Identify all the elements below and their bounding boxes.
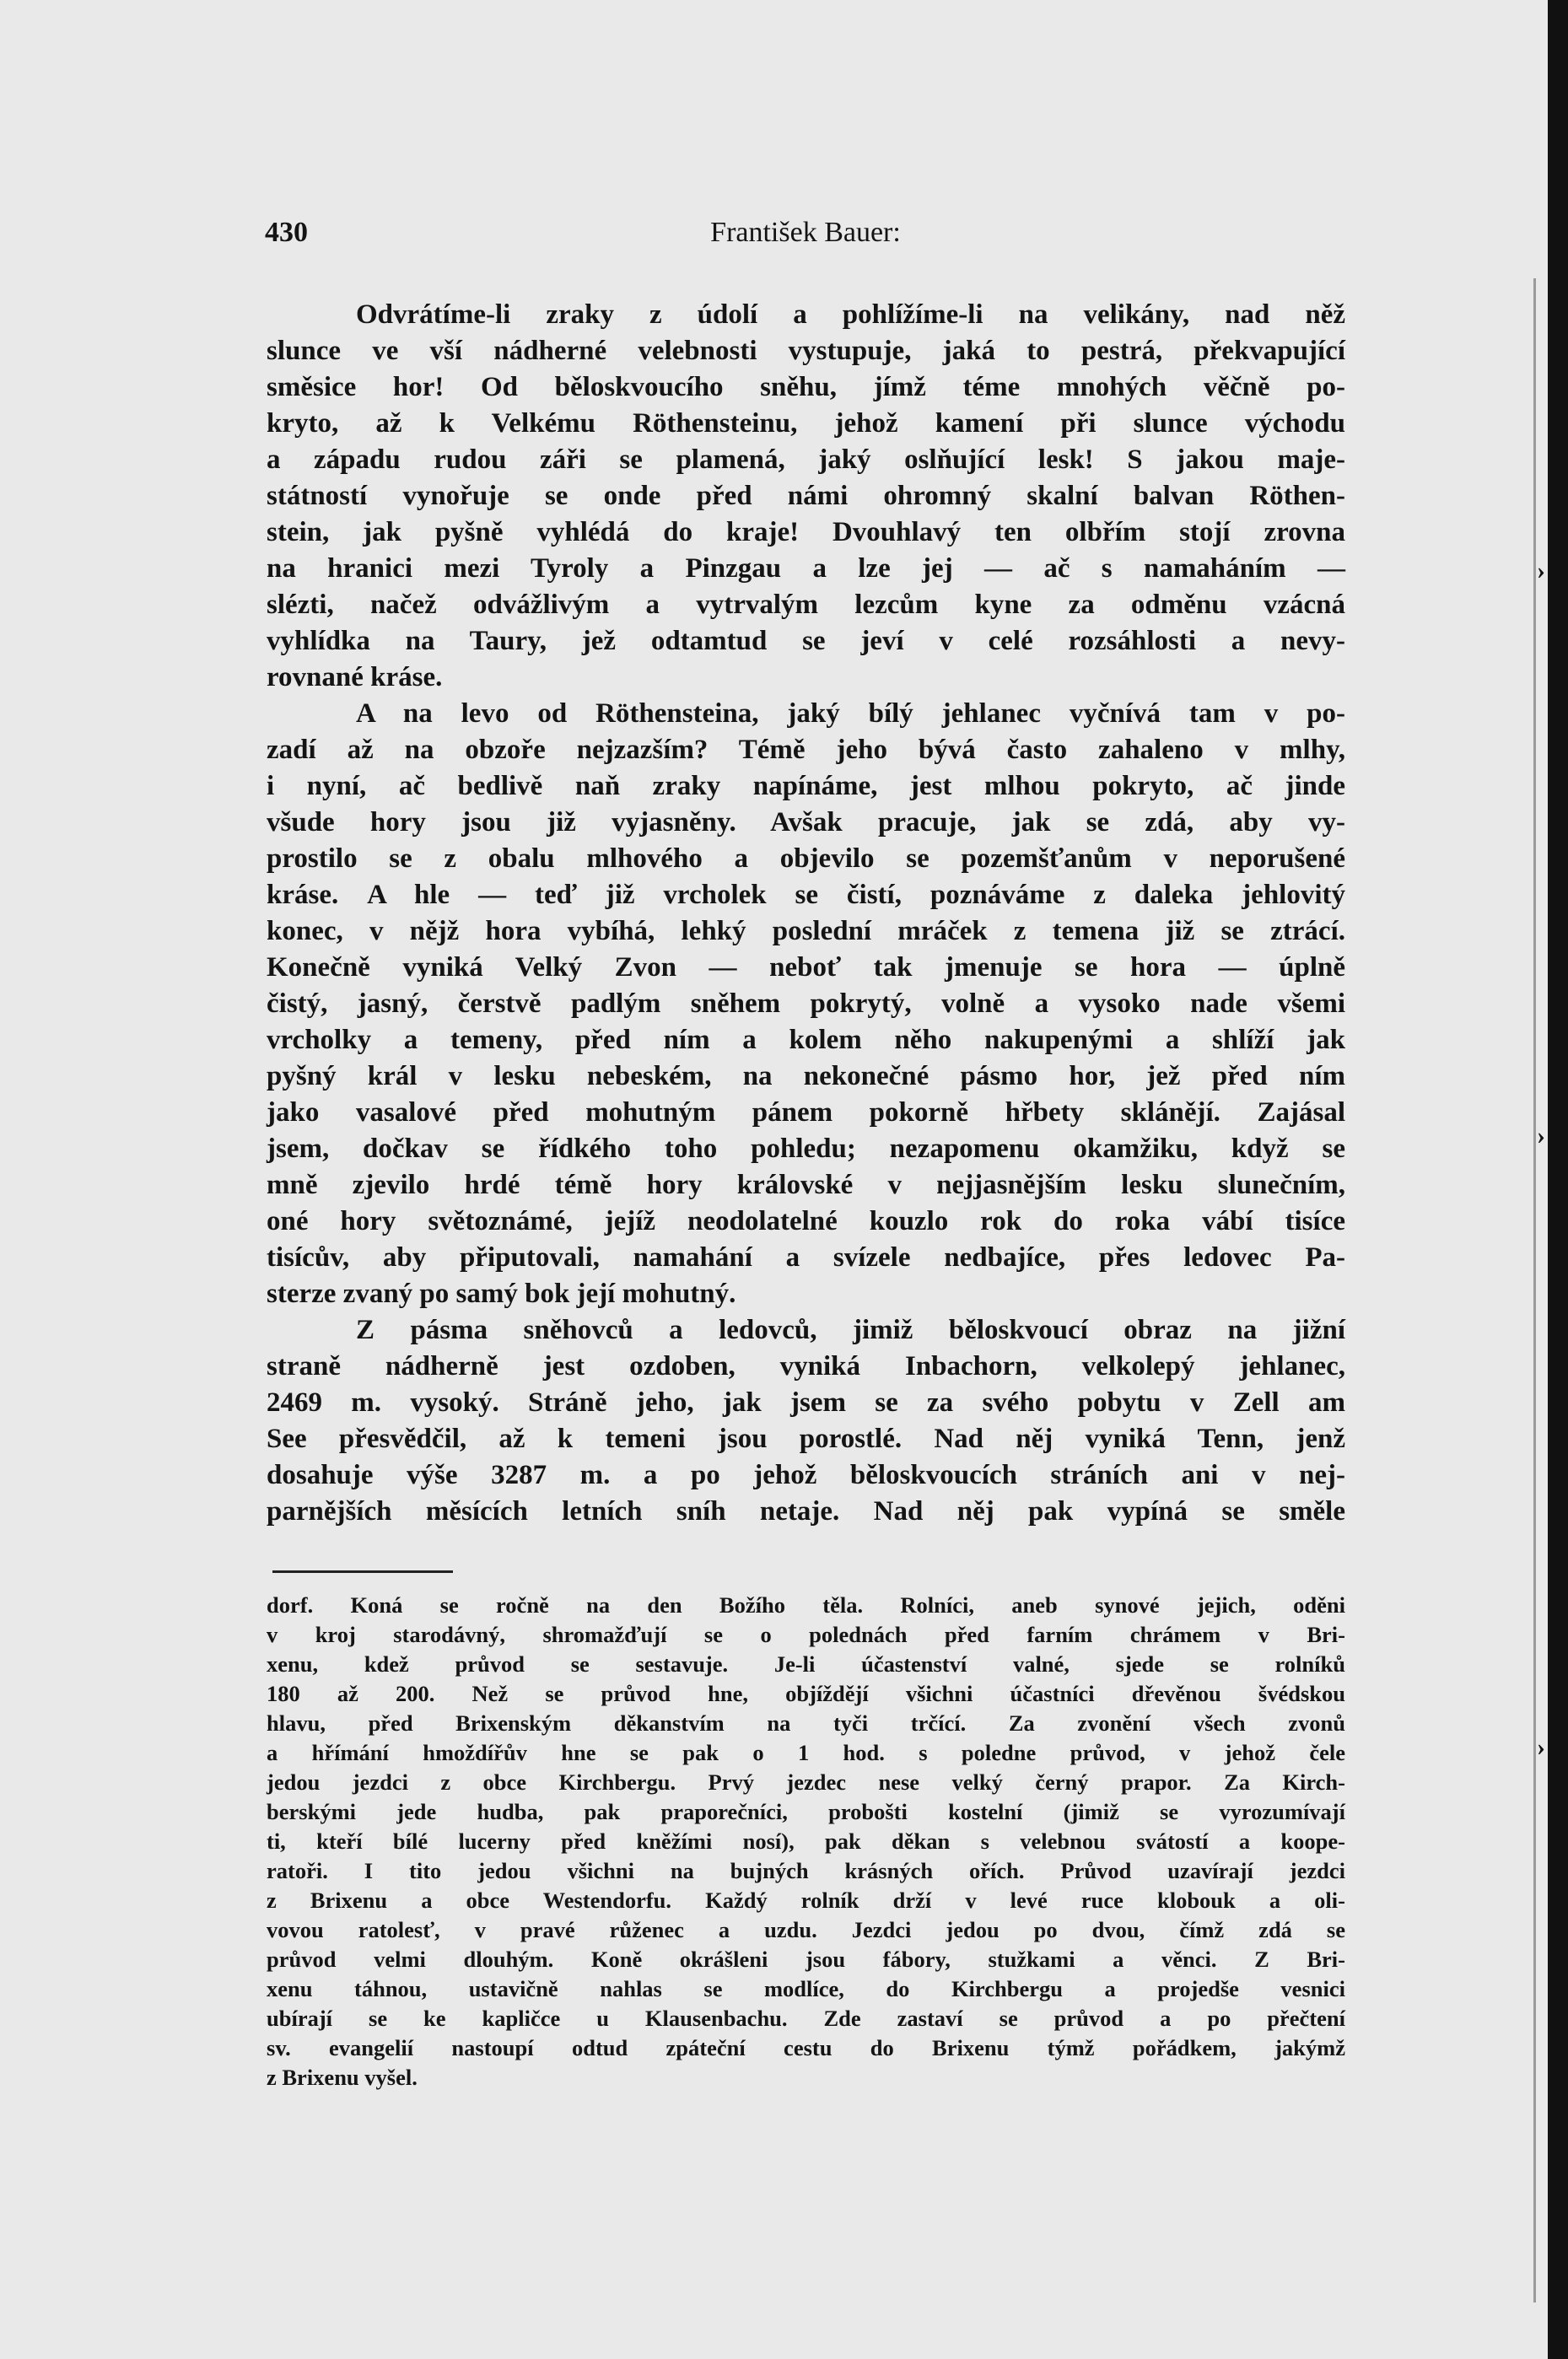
page-edge-line: [1533, 278, 1536, 2302]
text-line: Konečně vyniká Velký Zvon — neboť tak jmenuje se hora — úplně: [267, 952, 1345, 983]
text-line: všude hory jsou již vyjasněny. Avšak pracuje, jak se zdá, aby vy-: [267, 807, 1345, 837]
page-number: 430: [265, 217, 308, 248]
text-line: vrcholky a temeny, před ním a kolem něho nakupenými a shlíží jak: [267, 1025, 1345, 1055]
text-line: parnějších měsících letních sníh netaje. Nad něj pak vypíná se směle: [267, 1496, 1345, 1527]
margin-mark: ›: [1537, 1733, 1545, 1761]
text-line: čistý, jasný, čerstvě padlým sněhem pokrytý, volně a vysoko nade všemi: [267, 988, 1345, 1019]
running-head: František Bauer:: [710, 217, 901, 248]
text-line: pyšný král v lesku nebeském, na nekonečné pásmo hor, jež před ním: [267, 1061, 1345, 1091]
paragraph: [267, 1312, 1345, 1530]
text-line: mně zjevilo hrdé témě hory královské v nejjasnějším lesku slunečním,: [267, 1170, 1345, 1200]
paragraph: [267, 297, 1345, 696]
scan-border: [1548, 0, 1568, 2359]
text-line: A na levo od Röthensteina, jaký bílý jehlanec vyčnívá tam v po-: [356, 698, 1345, 729]
text-line: Z pásma sněhovců a ledovců, jimiž běloskvoucí obraz na jižní: [356, 1315, 1345, 1345]
text-line: kryto, až k Velkému Röthensteinu, jehož kamení při slunce východu: [267, 408, 1345, 439]
footnote-line: vovou ratolesť, v pravé růženec a uzdu. Jezdci jedou po dvou, čímž zdá se: [267, 1917, 1345, 1942]
margin-mark: ›: [1537, 1122, 1545, 1150]
footnote-line: xenu táhnou, ustavičně nahlas se modlíce, do Kirchbergu a projedše vesnici: [267, 1976, 1345, 2001]
text-line: i nyní, ač bedlivě naň zraky napínáme, jest mlhou pokryto, ač jinde: [267, 771, 1345, 801]
text-line: rovnané krásе.: [267, 662, 443, 692]
text-line: Odvrátíme-li zraky z údolí a pohlížíme-li na velikány, nad něž: [356, 299, 1345, 330]
footnote-line: ratoři. I tito jedou všichni na bujných krásných ořích. Průvod uzavírají jezdci: [267, 1858, 1345, 1883]
footnote: [267, 1591, 1345, 2092]
text-line: na hranici mezi Tyroly a Pinzgau a lze jej — ač s namaháním —: [267, 553, 1345, 584]
text-line: prostilo se z obalu mlhového a objevilo se pozemšťanům v neporušené: [267, 843, 1345, 874]
text-line: oné hory světoznámé, jejíž neodolatelné kouzlo rok do roka vábí tisíce: [267, 1206, 1345, 1236]
text-line: krásе. A hle — teď již vrcholek se čistí, poznáváme z daleka jehlovitý: [267, 880, 1345, 910]
text-line: a západu rudou záři se plamená, jaký oslňující lesk! S jakou maje-: [267, 444, 1345, 475]
body-text: [267, 297, 1345, 1530]
text-line: sterze zvaný po samý bok její mohutný.: [267, 1279, 736, 1309]
text-line: See přesvědčil, až k temeni jsou porostlé. Nad něj vyniká Tenn, jenž: [267, 1424, 1345, 1454]
paragraph: [267, 696, 1345, 1312]
text-line: směsice hor! Od běloskvoucího sněhu, jímž téme mnohých věčně po-: [267, 372, 1345, 402]
footnote-line: ti, kteří bílé lucerny před kněžími nosí), pak děkan s velebnou svátostí a koope-: [267, 1828, 1345, 1854]
text-line: stein, jak pyšně vyhlédá do kraje! Dvouhlavý ten olbřím stojí zrovna: [267, 517, 1345, 547]
text-line: zadí až na obzoře nejzazším? Témě jeho bývá často zahaleno v mlhy,: [267, 735, 1345, 765]
footnote-rule: [272, 1570, 453, 1573]
footnote-line: průvod velmi dlouhým. Koně okrášleni jsou fábory, stužkami a věnci. Z Bri-: [267, 1947, 1345, 1972]
margin-mark: ›: [1537, 557, 1545, 584]
text-line: slunce ve vší nádherné velebnosti vystupuje, jaká to pestrá, překvapující: [267, 336, 1345, 366]
footnote-line: sv. evangelií nastoupí odtud zpáteční cestu do Brixenu týmž pořádkem, jakýmž: [267, 2035, 1345, 2060]
footnote-line: v kroj starodávný, shromažďují se o polednách před farním chrámem v Bri-: [267, 1622, 1345, 1647]
footnote-line: dorf. Koná se ročně na den Božího těla. Rolníci, aneb synové jejich, oděni: [267, 1592, 1345, 1618]
footnote-line: berskými jede hudba, pak praporečníci, probošti kostelní (jimiž se vyrozumívají: [267, 1799, 1345, 1824]
text-line: straně nádherně jest ozdoben, vyniká Inbachorn, velkolepý jehlanec,: [267, 1351, 1345, 1381]
text-line: státností vynořuje se onde před námi ohromný skalní balvan Röthen-: [267, 481, 1345, 511]
footnote-line: 180 až 200. Než se průvod hne, objíždějí všichni účastníci dřevěnou švédskou: [267, 1681, 1345, 1706]
text-line: jako vasalové před mohutným pánem pokorně hřbety sklánějí. Zajásal: [267, 1097, 1345, 1128]
footnote-line: jedou jezdci z obce Kirchbergu. Prvý jezdec nese velký černý prapor. Za Kirch-: [267, 1769, 1345, 1795]
text-line: slézti, načež odvážlivým a vytrvalým lezcům kyne za odměnu vzácná: [267, 590, 1345, 620]
footnote-line: hlavu, před Brixenským děkanstvím na tyči trčící. Za zvonění všech zvonů: [267, 1710, 1345, 1736]
text-line: vyhlídka na Taury, jež odtamtud se jeví v celé rozsáhlosti a nevy-: [267, 626, 1345, 656]
footnote-line: z Brixenu vyšel.: [267, 2065, 418, 2090]
text-line: dosahuje výše 3287 m. a po jehož běloskvoucích stráních ani v nej-: [267, 1460, 1345, 1490]
text-line: 2469 m. vysoký. Stráně jeho, jak jsem se za svého pobytu v Zell am: [267, 1387, 1345, 1418]
footnote-line: xenu, kdež průvod se sestavuje. Je-li účastenství valné, sjede se rolníků: [267, 1651, 1345, 1677]
footnote-line: z Brixenu a obce Westendorfu. Každý rolník drží v levé ruce klobouk a oli-: [267, 1888, 1345, 1913]
footnote-line: ubírají se ke kapličce u Klausenbachu. Zde zastaví se průvod a po přečtení: [267, 2006, 1345, 2031]
footnote-line: a hřímání hmoždířův hne se pak o 1 hod. s poledne průvod, v jehož čele: [267, 1740, 1345, 1765]
text-line: jsem, dočkav se řídkého toho pohledu; nezapomenu okamžiku, když se: [267, 1134, 1345, 1164]
text-line: konec, v nějž hora vybíhá, lehký poslední mráček z temena již se ztrácí.: [267, 916, 1345, 946]
text-line: tisícův, aby připutovali, namahání a svízele nedbajíce, přes ledovec Pa-: [267, 1242, 1345, 1273]
